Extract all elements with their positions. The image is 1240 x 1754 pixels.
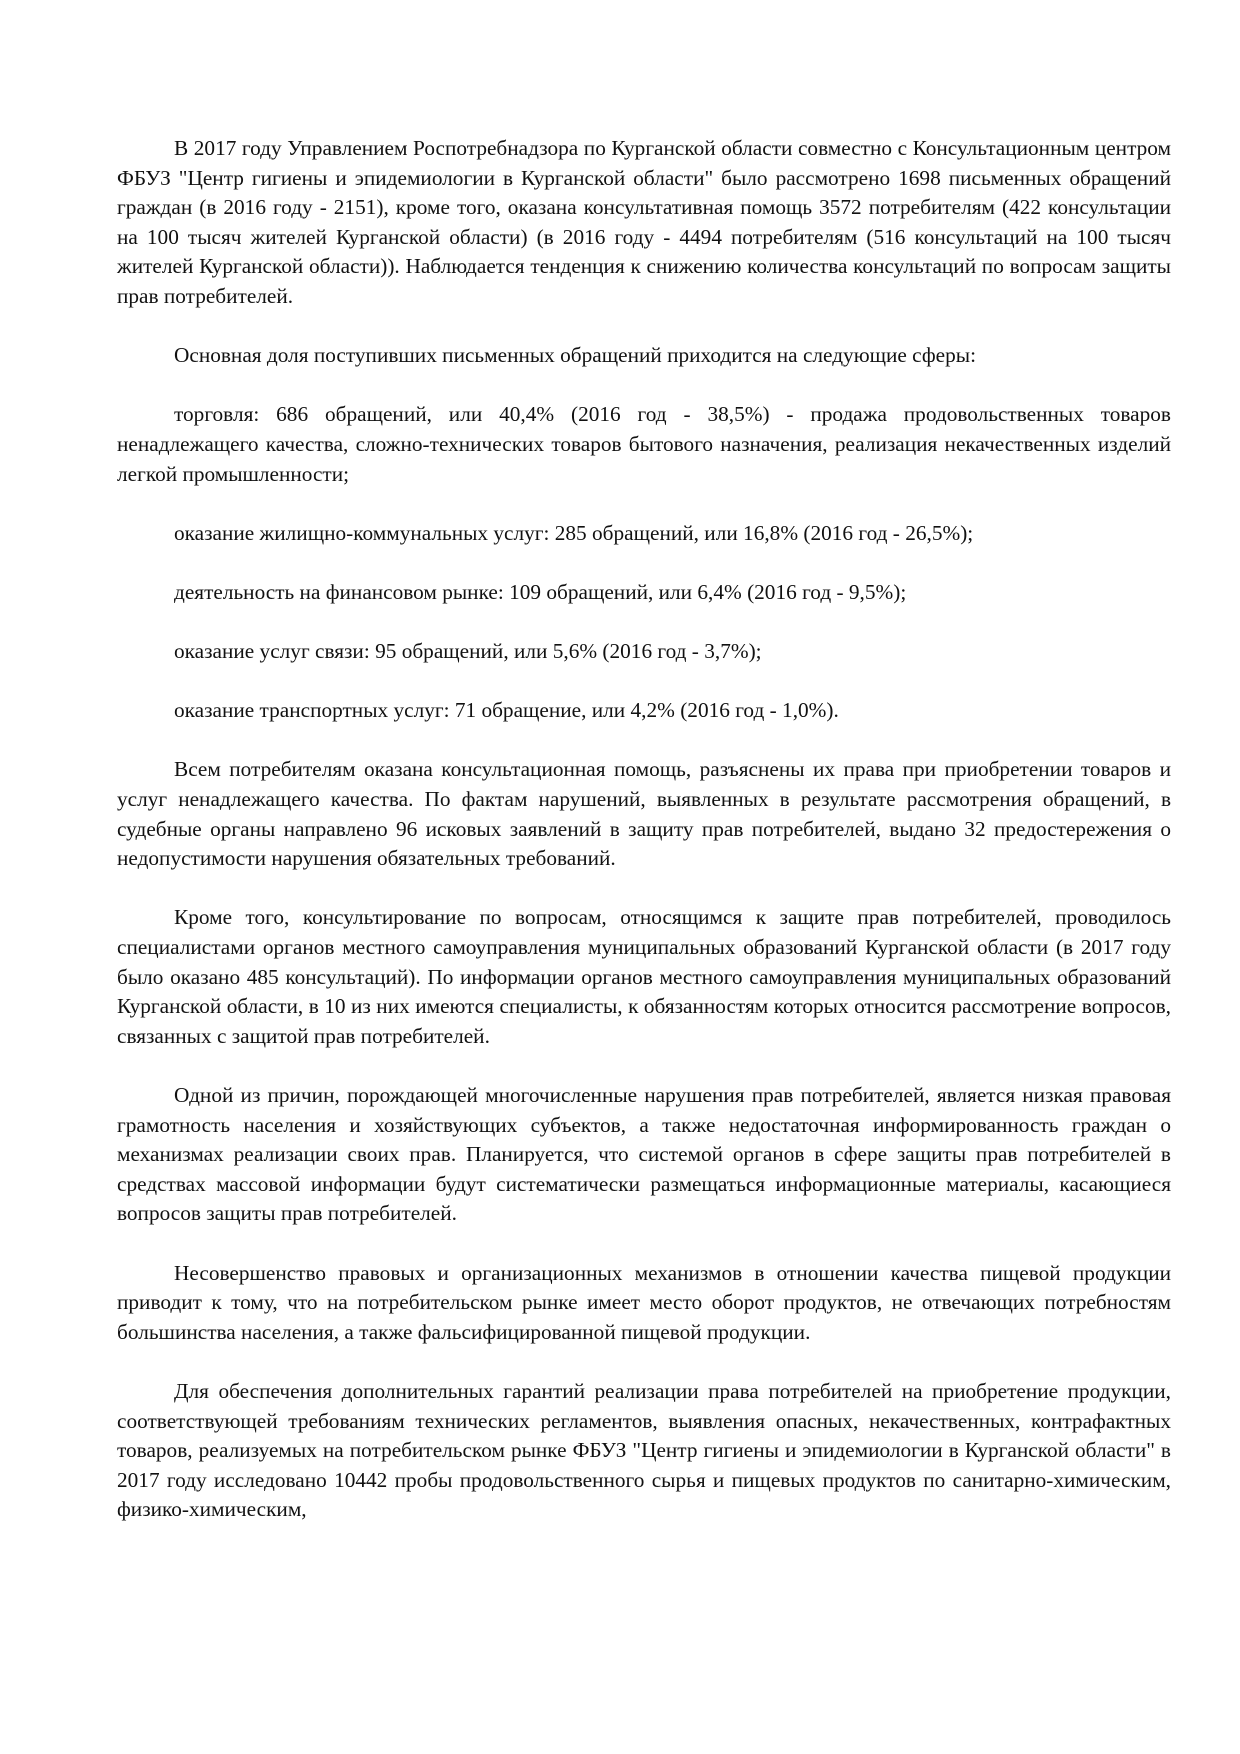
paragraph-sphere-transport: оказание транспортных услуг: 71 обращение, или 4,2% (2016 год - 1,0%). — [174, 698, 839, 723]
document-page — [117, 134, 1171, 1525]
paragraph-consultation-help: Всем потребителям оказана консультационная помощь, разъяснены их права при приобретении товаров и услуг ненадлежащего качества. По фактам нарушений, выявленных в результате рассмотрения обращений, в судебные органы направлено 96 исковых заявлений в защиту прав потребителей, выдано 32 предостережения о недопустимости нарушения обязательных требований. — [117, 757, 1171, 871]
paragraph-food-quality: Несовершенство правовых и организационных механизмов в отношении качества пищевой продукции приводит к тому, что на потребительском рынке имеет место оборот продуктов, не отвечающих потребностям большинства населения, а также фальсифицированной пищевой продукции. — [117, 1260, 1171, 1344]
paragraph-sphere-housing: оказание жилищно-коммунальных услуг: 285 обращений, или 16,8% (2016 год - 26,5%); — [174, 520, 974, 545]
paragraph-spheres-intro: Основная доля поступивших письменных обращений приходится на следующие сферы: — [174, 343, 977, 368]
paragraph-municipal-consulting: Кроме того, консультирование по вопросам, относящимся к защите прав потребителей, проводилось специалистами органов местного самоуправления муниципальных образований Курганской области (в 2017 году было оказано 485 консультаций). По информации органов местного самоуправления муниципальных образований Курганской области, в 10 из них имеются специалисты, к обязанностям которых относится рассмотрение вопросов, связанных с защитой прав потребителей. — [117, 905, 1171, 1048]
paragraph-sphere-trade: торговля: 686 обращений, или 40,4% (2016 год - 38,5%) - продажа продовольственных товаров ненадлежащего качества, сложно-технических товаров бытового назначения, реализация некачественных изделий легкой промышленности; — [117, 402, 1171, 486]
paragraph-lab-testing: Для обеспечения дополнительных гарантий реализации права потребителей на приобретение продукции, соответствующей требованиям технических регламентов, выявления опасных, некачественных, контрафактных товаров, реализуемых на потребительском рынке ФБУЗ "Центр гигиены и эпидемиологии в Курганской области" в 2017 году исследовано 10442 пробы продовольственного сырья и пищевых продуктов по санитарно-химическим, физико-химическим, — [117, 1378, 1171, 1522]
paragraph-legal-literacy: Одной из причин, порождающей многочисленные нарушения прав потребителей, является низкая правовая грамотность населения и хозяйствующих субъектов, а также недостаточная информированность граждан о механизмах реализации своих прав. Планируется, что системой органов в сфере защиты прав потребителей в средствах массовой информации будут систематически размещаться информационные материалы, касающиеся вопросов защиты прав потребителей. — [117, 1083, 1171, 1226]
paragraph-sphere-finance: деятельность на финансовом рынке: 109 обращений, или 6,4% (2016 год - 9,5%); — [174, 579, 907, 604]
paragraph-intro: В 2017 году Управлением Роспотребнадзора по Курганской области совместно с Консультационным центром ФБУЗ "Центр гигиены и эпидемиологии в Курганской области" было рассмотрено 1698 письменных обращений граждан (в 2016 году - 2151), кроме того, оказана консультативная помощь 3572 потребителям (422 консультации на 100 тысяч жителей Курганской области) (в 2016 году - 4494 потребителям (516 консультаций на 100 тысяч жителей Курганской области)). Наблюдается тенденция к снижению количества консультаций по вопросам защиты прав потребителей. — [117, 136, 1171, 308]
paragraph-sphere-communication: оказание услуг связи: 95 обращений, или 5,6% (2016 год - 3,7%); — [174, 639, 762, 664]
